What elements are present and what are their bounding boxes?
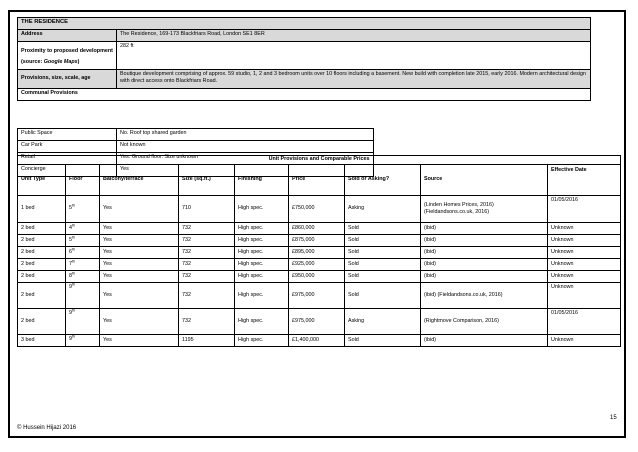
communal-label: Public Space	[18, 129, 117, 141]
communal-value: Not known	[117, 141, 374, 153]
unit-date: 01/05/2016	[548, 309, 621, 335]
table-row	[18, 259, 621, 271]
unit-type: 2 bed	[18, 309, 66, 335]
page-number: 15	[610, 415, 617, 421]
proximity-label-text: Proximity to proposed development	[21, 48, 113, 54]
unit-finishing: High spec.	[235, 335, 289, 347]
unit-floor: 9th	[66, 309, 100, 335]
proximity-source-suffix: )	[77, 59, 80, 66]
unit-price: £1,400,000	[289, 335, 345, 347]
provisions-row	[18, 70, 591, 89]
units-header-row	[18, 165, 621, 196]
units-caption: Unit Provisions and Comparable Prices	[18, 156, 621, 165]
unit-finishing: High spec.	[235, 283, 289, 309]
column-header: Finishing	[235, 165, 289, 196]
unit-status: Sold	[345, 235, 421, 247]
unit-source: (ibid)	[421, 223, 548, 235]
unit-finishing: High spec.	[235, 235, 289, 247]
communal-value: No. Roof top shared garden	[117, 129, 374, 141]
title-row	[18, 18, 591, 30]
communal-row	[18, 141, 374, 153]
unit-status: Sold	[345, 283, 421, 309]
unit-status: Sold	[345, 271, 421, 283]
address-value: The Residence, 169-173 Blackfriars Road, London SE1 8ER	[117, 30, 591, 42]
proximity-label	[18, 42, 117, 70]
proximity-source	[21, 59, 113, 66]
unit-price: £975,000	[289, 283, 345, 309]
unit-date: 01/05/2016	[548, 196, 621, 223]
table-row	[18, 271, 621, 283]
proximity-source-name: Google Maps	[43, 59, 78, 66]
unit-floor: 9th	[66, 283, 100, 309]
unit-date: Unknown	[548, 247, 621, 259]
copyright-notice: © Hussein Hijazi 2016	[17, 425, 77, 431]
unit-price: £750,000	[289, 196, 345, 223]
communal-heading-row	[18, 89, 591, 101]
unit-floor: 8th	[66, 271, 100, 283]
unit-floor: 4th	[66, 223, 100, 235]
unit-type: 1 bed	[18, 196, 66, 223]
unit-balcony: Yes	[100, 335, 179, 347]
unit-source: (ibid)	[421, 235, 548, 247]
unit-size: 1195	[179, 335, 235, 347]
unit-date: Unknown	[548, 223, 621, 235]
unit-status: Asking	[345, 196, 421, 223]
unit-type: 2 bed	[18, 247, 66, 259]
address-row	[18, 30, 591, 42]
unit-floor: 5th	[66, 235, 100, 247]
communal-label: Retail	[18, 153, 117, 165]
communal-heading: Communal Provisions	[18, 89, 591, 101]
communal-row	[18, 129, 374, 141]
table-row	[18, 309, 621, 335]
column-header: Sold or Asking?	[345, 165, 421, 196]
communal-label: Car Park	[18, 141, 117, 153]
column-header: Unit Type	[18, 165, 66, 196]
unit-date: Unknown	[548, 235, 621, 247]
unit-finishing: High spec.	[235, 196, 289, 223]
unit-type: 3 bed	[18, 335, 66, 347]
unit-source: (ibid)	[421, 259, 548, 271]
unit-balcony: Yes	[100, 223, 179, 235]
table-row	[18, 283, 621, 309]
unit-status: Sold	[345, 247, 421, 259]
unit-finishing: High spec.	[235, 259, 289, 271]
unit-balcony: Yes	[100, 235, 179, 247]
provisions-label: Provisions, size, scale, age	[18, 70, 117, 89]
column-header: Floor	[66, 165, 100, 196]
unit-type: 2 bed	[18, 235, 66, 247]
residence-title: THE RESIDENCE	[18, 18, 591, 30]
unit-finishing: High spec.	[235, 223, 289, 235]
communal-value: Yes. Ground floor. Size unknown	[117, 153, 374, 165]
unit-balcony: Yes	[100, 309, 179, 335]
unit-type: 2 bed	[18, 271, 66, 283]
unit-source: (ibid) (Fieldandsons.co.uk, 2016)	[421, 283, 548, 309]
unit-source: (Rightmove Comparison, 2016)	[421, 309, 548, 335]
column-header: Balcony/terrace	[100, 165, 179, 196]
unit-source: (ibid)	[421, 335, 548, 347]
unit-finishing: High spec.	[235, 309, 289, 335]
unit-price: £875,000	[289, 235, 345, 247]
unit-size: 732	[179, 309, 235, 335]
unit-floor: 7th	[66, 259, 100, 271]
unit-date: Unknown	[548, 271, 621, 283]
unit-date: Unknown	[548, 283, 621, 309]
address-label: Address	[18, 30, 117, 42]
unit-size: 732	[179, 283, 235, 309]
unit-status: Sold	[345, 259, 421, 271]
unit-balcony: Yes	[100, 271, 179, 283]
unit-price: £860,000	[289, 223, 345, 235]
communal-value: Yes	[117, 165, 374, 177]
column-header: Price	[289, 165, 345, 196]
unit-type: 2 bed	[18, 259, 66, 271]
unit-floor: 9th	[66, 335, 100, 347]
unit-source: (Linden Homes Prices, 2016) (Fieldandsons.co.uk, 2016)	[421, 196, 548, 223]
table-row	[18, 335, 621, 347]
residence-info-table	[17, 17, 591, 101]
unit-balcony: Yes	[100, 283, 179, 309]
unit-date: Unknown	[548, 259, 621, 271]
communal-label: Concierge	[18, 165, 117, 177]
unit-status: Sold	[345, 223, 421, 235]
unit-size: 732	[179, 247, 235, 259]
table-row	[18, 223, 621, 235]
unit-size: 710	[179, 196, 235, 223]
unit-size: 732	[179, 235, 235, 247]
unit-source: (ibid)	[421, 271, 548, 283]
unit-type: 2 bed	[18, 223, 66, 235]
unit-size: 732	[179, 259, 235, 271]
table-row	[18, 247, 621, 259]
unit-date: Unknown	[548, 335, 621, 347]
unit-provisions-table	[17, 155, 621, 347]
unit-price: £895,000	[289, 247, 345, 259]
column-header: Effective Date	[548, 165, 621, 196]
column-header: Source	[421, 165, 548, 196]
unit-source: (ibid)	[421, 247, 548, 259]
provisions-value: Boutique development comprising of approx. 59 studio, 1, 2 and 3 bedroom units over 10 floors including a basement. New build with completion late 2015, early 2016. Modern architectural design with direct access onto Blackfriars Road.	[117, 70, 591, 89]
unit-price: £975,000	[289, 309, 345, 335]
unit-size: 732	[179, 223, 235, 235]
unit-status: Asking	[345, 309, 421, 335]
proximity-row	[18, 42, 591, 70]
proximity-source-prefix: (source:	[21, 59, 44, 66]
table-row	[18, 196, 621, 223]
column-header: Size (sq.ft.)	[179, 165, 235, 196]
unit-size: 732	[179, 271, 235, 283]
unit-balcony: Yes	[100, 259, 179, 271]
units-caption-row	[18, 156, 621, 165]
unit-status: Sold	[345, 335, 421, 347]
unit-price: £950,000	[289, 271, 345, 283]
unit-type: 2 bed	[18, 283, 66, 309]
proximity-value: 282 ft	[117, 42, 591, 70]
unit-floor: 5th	[66, 196, 100, 223]
unit-finishing: High spec.	[235, 271, 289, 283]
unit-balcony: Yes	[100, 247, 179, 259]
table-row	[18, 235, 621, 247]
unit-finishing: High spec.	[235, 247, 289, 259]
unit-floor: 6th	[66, 247, 100, 259]
unit-balcony: Yes	[100, 196, 179, 223]
unit-price: £925,000	[289, 259, 345, 271]
